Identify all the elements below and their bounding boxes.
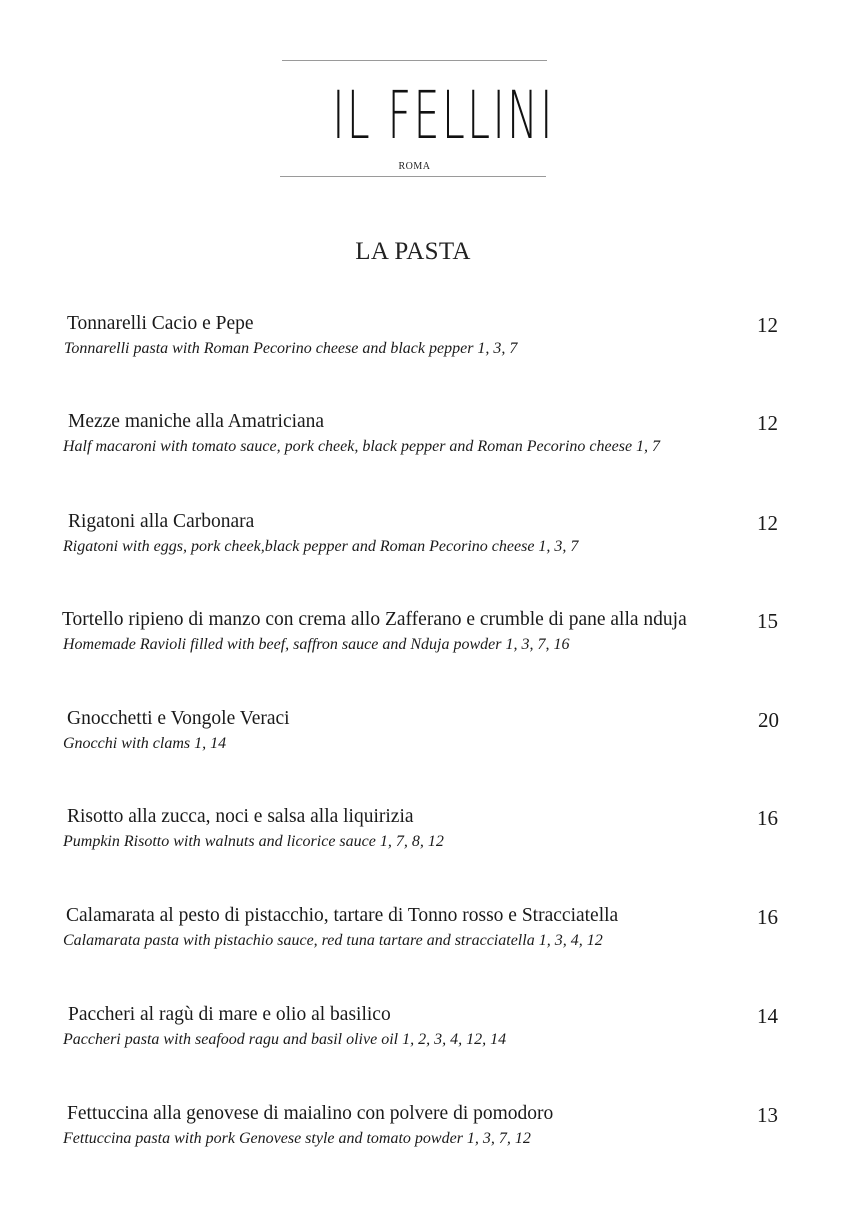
menu-item-price: 16 (757, 806, 778, 830)
menu-item-description: Half macaroni with tomato sauce, pork cheek, black pepper and Roman Pecorino cheese 1, 7 (63, 438, 661, 455)
menu-item (0, 806, 861, 866)
menu-item-description: Pumpkin Risotto with walnuts and licorice sauce 1, 7, 8, 12 (63, 833, 444, 850)
menu-item-description: Gnocchi with clams 1, 14 (63, 735, 227, 752)
section-title: LA PASTA (355, 238, 471, 265)
menu-item-price: 12 (757, 411, 778, 435)
menu-item-price: 20 (758, 708, 779, 732)
menu-item-description: Rigatoni with eggs, pork cheek,black pepper and Roman Pecorino cheese 1, 3, 7 (63, 538, 579, 555)
menu-item (0, 1103, 861, 1163)
menu-item (0, 511, 861, 571)
menu-item (0, 708, 861, 768)
menu-item-name: Risotto alla zucca, noci e salsa alla liquirizia (67, 806, 414, 827)
menu-item-name: Rigatoni alla Carbonara (68, 511, 255, 532)
menu-item-description: Paccheri pasta with seafood ragu and basil olive oil 1, 2, 3, 4, 12, 14 (63, 1031, 507, 1048)
menu-item (0, 1004, 861, 1064)
header-bottom-rule (280, 176, 546, 177)
logo-subtitle: ROMA (398, 161, 431, 172)
menu-item (0, 609, 861, 669)
menu-item-price: 12 (757, 313, 778, 337)
menu-item (0, 905, 861, 965)
menu-item-description: Homemade Ravioli filled with beef, saffron sauce and Nduja powder 1, 3, 7, 16 (63, 636, 570, 653)
menu-item-name: Fettuccina alla genovese di maialino con polvere di pomodoro (67, 1103, 554, 1124)
menu-item-price: 14 (757, 1004, 778, 1028)
menu-item-name: Gnocchetti e Vongole Veraci (67, 708, 290, 729)
menu-item-name: Tonnarelli Cacio e Pepe (67, 313, 254, 334)
menu-item (0, 313, 861, 373)
menu-item-description: Calamarata pasta with pistachio sauce, red tuna tartare and stracciatella 1, 3, 4, 12 (63, 932, 603, 949)
menu-item-description: Tonnarelli pasta with Roman Pecorino cheese and black pepper 1, 3, 7 (64, 340, 518, 357)
menu-item-name: Mezze maniche alla Amatriciana (68, 411, 325, 432)
menu-item-price: 12 (757, 511, 778, 535)
header-top-rule (282, 60, 547, 61)
menu-item (0, 411, 861, 471)
restaurant-logo: IL FELLINI (332, 77, 555, 154)
menu-item-price: 15 (757, 609, 778, 633)
menu-item-description: Fettuccina pasta with pork Genovese style and tomato powder 1, 3, 7, 12 (63, 1130, 531, 1147)
menu-item-name: Calamarata al pesto di pistacchio, tartare di Tonno rosso e Stracciatella (66, 905, 619, 926)
menu-item-price: 16 (757, 905, 778, 929)
menu-item-name: Tortello ripieno di manzo con crema allo Zafferano e crumble di pane alla nduja (62, 609, 687, 630)
menu-item-price: 13 (757, 1103, 778, 1127)
menu-item-name: Paccheri al ragù di mare e olio al basilico (68, 1004, 391, 1025)
